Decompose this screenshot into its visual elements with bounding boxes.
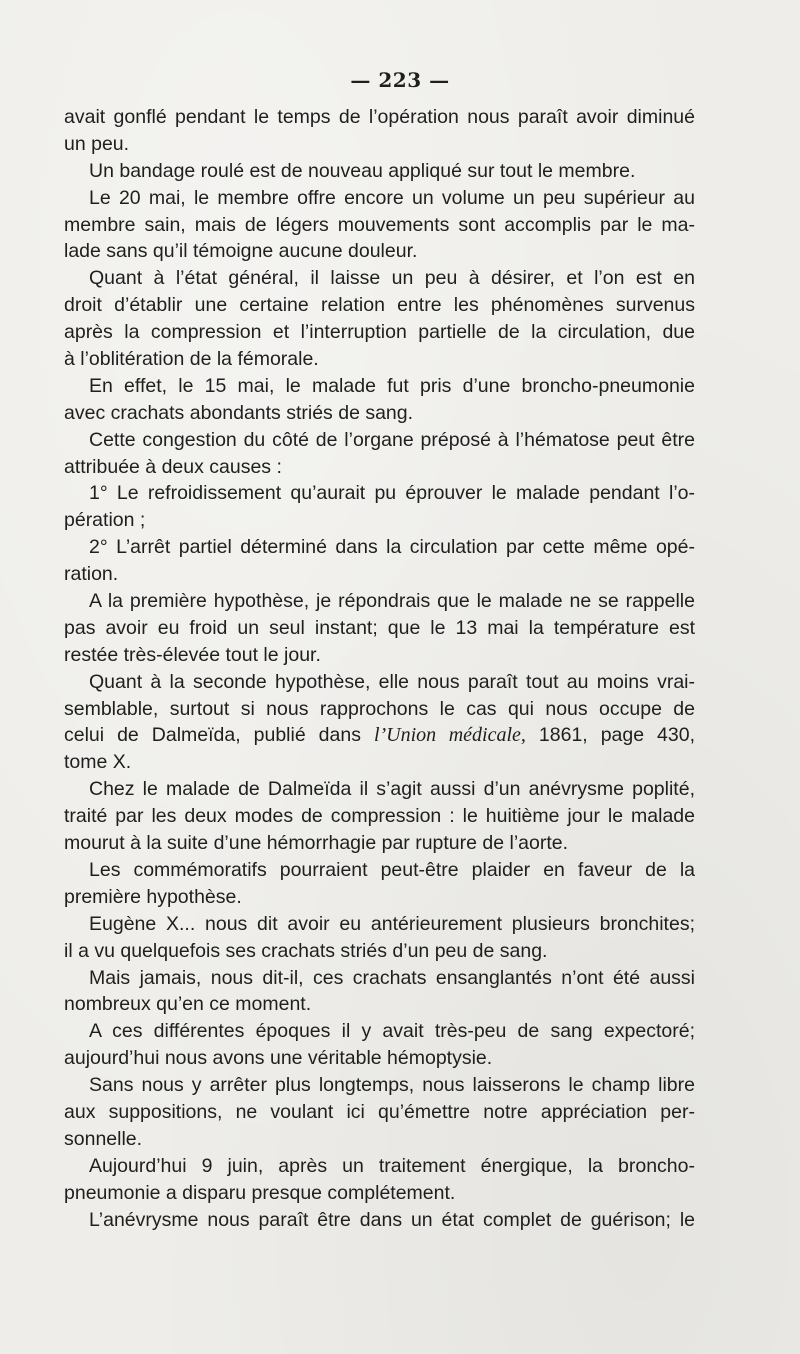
text-line: avait gonflé pendant le temps de l’opération nous paraît avoir diminué (64, 106, 695, 128)
text-line: A la première hypothèse, je répondrais que le malade ne se rappelle (89, 590, 695, 613)
text-line: aux suppositions, ne voulant ici qu’émettre notre appréciation per- (64, 1100, 695, 1123)
text-line: Eugène X... nous dit avoir eu antérieurement plusieurs bronchites; (89, 912, 695, 935)
text-line: attribuée à deux causes : (64, 455, 282, 478)
text-line: membre sain, mais de légers mouvements sont accomplis par le ma- (64, 213, 695, 236)
text-line: Les commémoratifs pourraient peut-être plaider en faveur de la (89, 858, 695, 881)
text-line: aujourd’hui nous avons une véritable hémoptysie. (64, 1047, 493, 1070)
text-line: L’anévrysme nous paraît être dans un état complet de guérison; le (89, 1208, 695, 1231)
text-line: Quant à l’état général, il laisse un peu à désirer, et l’on est en (89, 267, 695, 290)
journal-title: l’Union médicale, (373, 724, 526, 747)
text-line: Le 20 mai, le membre offre encore un volume un peu supérieur au (89, 186, 695, 209)
text-segment: 1861, page 430, (525, 724, 695, 747)
text-line: un peu. (64, 132, 130, 155)
text-line: 2° L’arrêt partiel déterminé dans la circulation par cette même opé- (89, 536, 695, 559)
text-line: sonnelle. (64, 1127, 143, 1150)
text-line: nombreux qu’en ce moment. (64, 993, 312, 1016)
text-line: 1° Le refroidissement qu’aurait pu éprouver le malade pendant l’o- (89, 482, 695, 505)
text-line: Quant à la seconde hypothèse, elle nous paraît tout au moins vrai- (89, 670, 695, 693)
text-line: première hypothèse. (64, 885, 242, 908)
page-number: — 223 — (350, 68, 450, 92)
text-line: Chez le malade de Dalmeïda il s’agit aussi d’un anévrysme poplité, (89, 778, 695, 801)
text-line: tome X. (64, 751, 132, 774)
text-line: mourut à la suite d’une hémorrhagie par rupture de l’aorte. (64, 832, 569, 855)
text-line: lade sans qu’il témoigne aucune douleur. (64, 240, 418, 263)
text-line: droit d’établir une certaine relation entre les phénomènes survenus (64, 294, 695, 317)
text-line: Aujourd’hui 9 juin, après un traitement énergique, la broncho- (89, 1154, 695, 1177)
page-body-text (64, 104, 695, 1233)
text-segment: celui de Dalmeïda, publié dans (64, 724, 374, 747)
text-line: traité par les deux modes de compression : le huitième jour le malade (64, 805, 695, 828)
text-line: Cette congestion du côté de l’organe préposé à l’hématose peut être (89, 428, 695, 451)
text-line: En effet, le 15 mai, le malade fut pris d’une broncho-pneumonie (89, 374, 695, 397)
text-line (64, 722, 695, 749)
text-line: il a vu quelquefois ses crachats striés d’un peu de sang. (64, 939, 548, 962)
text-line: Mais jamais, nous dit-il, ces crachats ensanglantés n’ont été aussi (89, 966, 695, 989)
text-line: semblable, surtout si nous rapprochons le cas qui nous occupe de (64, 697, 695, 720)
text-line: A ces différentes époques il y avait très-peu de sang expectoré; (89, 1020, 695, 1043)
text-line: après la compression et l’interruption partielle de la circulation, due (64, 321, 695, 344)
text-line: restée très-élevée tout le jour. (64, 643, 321, 666)
text-line: à l’oblitération de la fémorale. (64, 348, 319, 371)
text-line: Un bandage roulé est de nouveau appliqué sur tout le membre. (89, 159, 636, 182)
text-line: ration. (64, 563, 119, 586)
text-line: avec crachats abondants striés de sang. (64, 401, 414, 424)
text-line: pneumonie a disparu presque complétement. (64, 1181, 456, 1204)
text-line: pas avoir eu froid un seul instant; que le 13 mai la température est (64, 616, 695, 639)
text-line: pération ; (64, 509, 146, 532)
text-line: Sans nous y arrêter plus longtemps, nous laisserons le champ libre (89, 1074, 695, 1097)
